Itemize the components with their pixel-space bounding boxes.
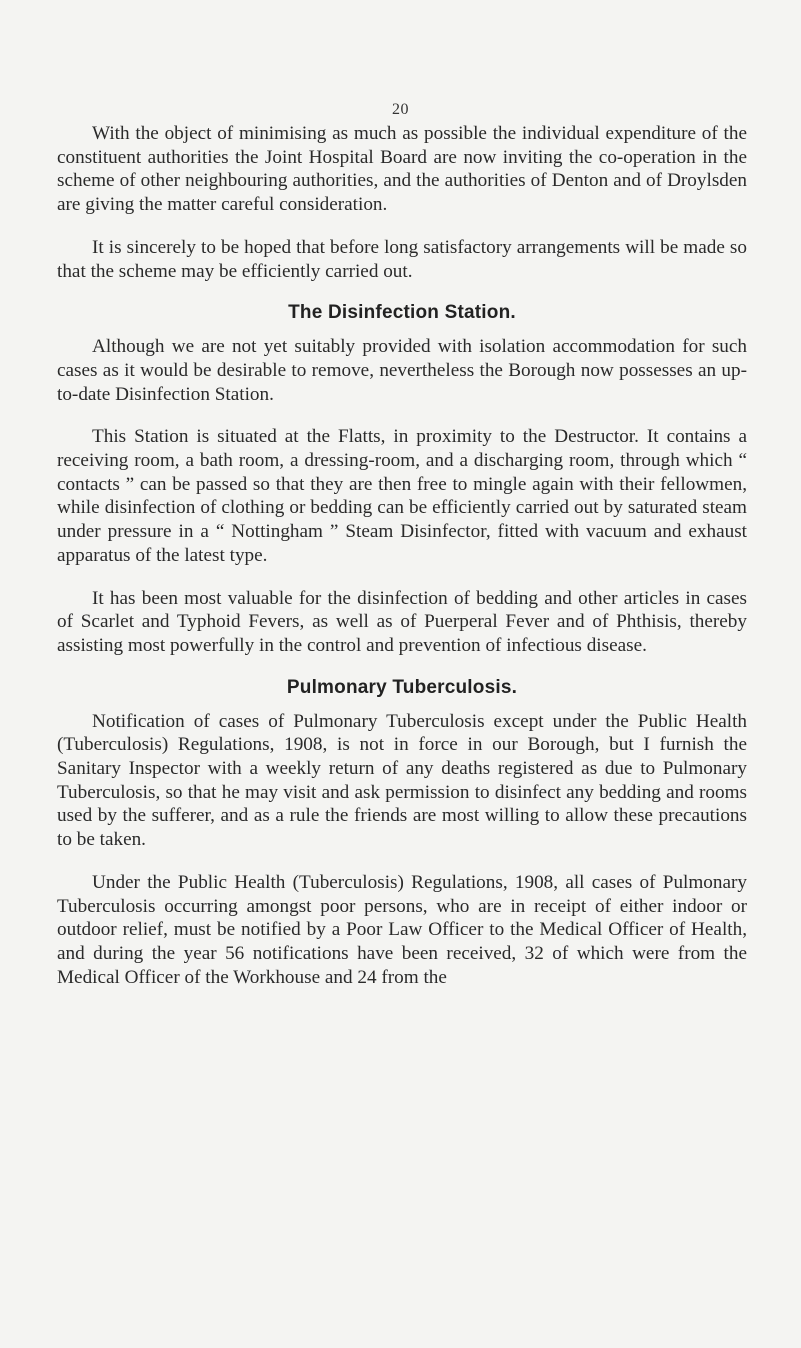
heading-disinfection-station: The Disinfection Station. <box>288 302 516 324</box>
paragraph-disinfection-intro: Although we are not yet suitably provided with isolation accommodation for such cases as it would be desirable to remove, nevertheless the Borough now possesses an up-to-date Disinfection Station. <box>57 336 747 405</box>
paragraph-tuberculosis-regulations: Under the Public Health (Tuberculosis) Regulations, 1908, all cases of Pulmonary Tuberculosis occurring amongst poor persons, who are in receipt of either indoor or outdoor relief, must be notified by a Poor Law Officer to the Medical Officer of Health, and during the year 56 notifications have been received, 32 of which were from the Medical Officer of the Workhouse and 24 from the <box>57 871 747 988</box>
paragraph-joint-hospital-board: With the object of minimising as much as possible the individual expenditure of the constituent authorities the Joint Hospital Board are now inviting the co-operation in the scheme of other neighbouring authorities, and the authorities of Denton and of Droylsden are giving the matter careful consideration. <box>57 123 747 216</box>
paragraph-arrangements: It is sincerely to be hoped that before long satisfactory arrangements will be made so that the scheme may be efficiently carried out. <box>57 236 747 282</box>
paragraph-station-description: This Station is situated at the Flatts, in proximity to the Destructor. It contains a receiving room, a bath room, a dressing-room, and a discharging room, through which “ contacts ” can be passed so that they are then free to mingle again with their fellowmen, while disinfection of clothing or bedding can be efficiently carried out by saturated steam under pressure in a “ Nottingham ” Steam Disinfector, fitted with vacuum and exhaust apparatus of the latest type. <box>57 426 747 566</box>
paragraph-tuberculosis-notification: Notification of cases of Pulmonary Tuberculosis except under the Public Health (Tuberculosis) Regulations, 1908, is not in force in our Borough, but I furnish the Sanitary Inspector with a weekly return of any deaths registered as due to Pulmonary Tuberculosis, so that he may visit and ask permission to disinfect any bedding and rooms used by the sufferer, and as a rule the friends are most willing to allow these precautions to be taken. <box>57 710 747 851</box>
page-number: 20 <box>392 101 409 118</box>
heading-pulmonary-tuberculosis: Pulmonary Tuberculosis. <box>286 676 518 698</box>
paragraph-station-value: It has been most valuable for the disinfection of bedding and other articles in cases of Scarlet and Typhoid Fevers, as well as of Puerperal Fever and of Phthisis, thereby assisting most powerfully in the control and prevention of infectious disease. <box>57 587 747 656</box>
page-body <box>57 122 747 989</box>
